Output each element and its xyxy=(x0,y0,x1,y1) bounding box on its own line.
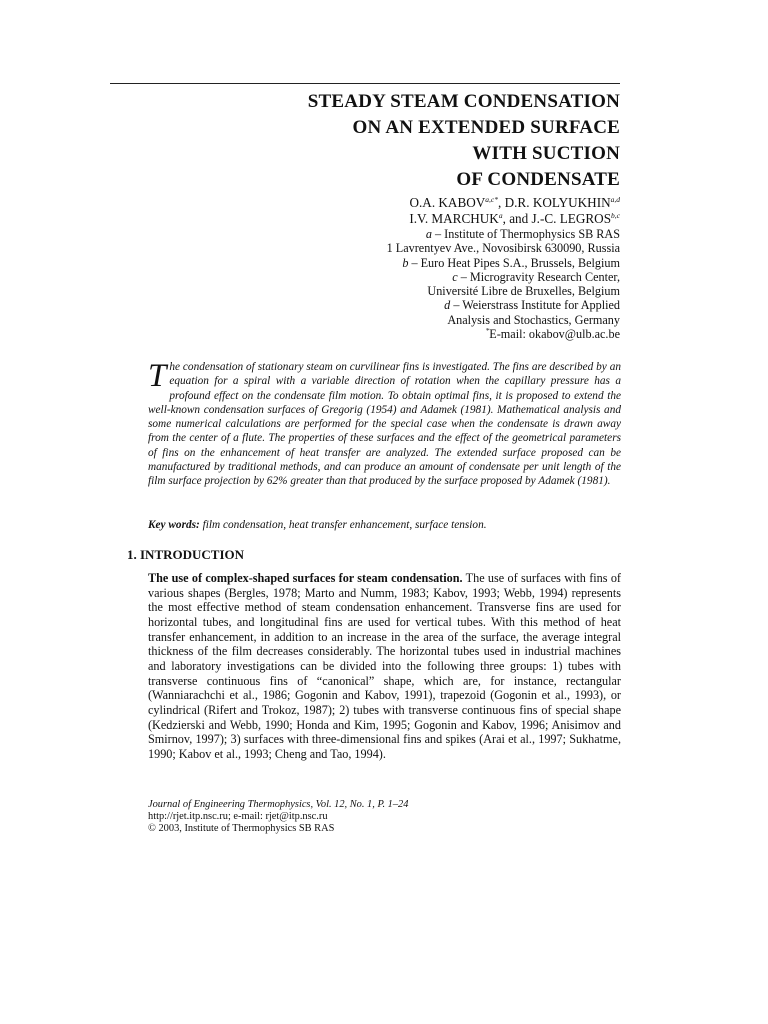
author-name: , D.R. KOLYUKHIN xyxy=(498,195,611,210)
paper-title xyxy=(160,89,620,193)
affiliation-text: – Institute of Thermophysics SB RAS xyxy=(431,227,620,241)
abstract-dropcap: T xyxy=(148,358,167,394)
affiliation-text: – Euro Heat Pipes S.A., Brussels, Belgium xyxy=(408,255,620,270)
header-rule xyxy=(110,83,620,84)
intro-paragraph xyxy=(148,571,621,762)
affiliation-d-cont: Analysis and Stochastics, Germany xyxy=(447,312,620,327)
author-affiliation-mark: a,d xyxy=(610,195,620,204)
affiliation-c-cont: Université Libre de Bruxelles, Belgium xyxy=(427,284,620,299)
title-line: OF CONDENSATE xyxy=(456,169,620,190)
author-line-1 xyxy=(220,195,620,211)
abstract-text: he condensation of stationary steam on curvilinear fins is investigated. The fins are described by an equation for a spiral with a variable direction of rotation when the capillary pressure has a profound effect on the condensate film motion. To obtain optimal fins, it is proposed to extend the well-known condensation surfaces of Gregorig (1954) and Adamek (1981). Mathematical analysis and some numerical calculations are performed for the special case when the condensate is drawn away from the center of a flute. The properties of these surfaces and the effect of the geometrical parameters of fins on the enhancement of heat transfer are analyzed. The extended surface proposed can be manufactured by traditional methods, and can produce an amount of condensate per unit length of the film surface projection by 62% greater than that produced by the surface proposed by Adamek (1981). xyxy=(148,361,621,488)
keywords-label: Key words: xyxy=(148,519,200,531)
affiliation-d xyxy=(220,298,620,312)
title-line: ON AN EXTENDED SURFACE xyxy=(352,117,620,138)
affiliation-key: b xyxy=(402,255,409,270)
intro-lead: The use of complex-shaped surfaces for steam condensation. xyxy=(148,571,463,585)
author-name: O.A. KABOV xyxy=(409,195,486,210)
author-affiliation-mark: a xyxy=(498,211,503,220)
author-block xyxy=(220,195,620,341)
journal-citation: Journal of Engineering Thermophysics, Vol. 12, No. 1, P. 1–24 xyxy=(148,799,409,810)
affiliation-c xyxy=(220,270,620,284)
keywords xyxy=(148,518,621,532)
author-affiliation-mark: a,c* xyxy=(485,195,499,204)
affiliation-a xyxy=(220,227,620,241)
journal-copyright: © 2003, Institute of Thermophysics SB RAS xyxy=(148,823,335,835)
author-name: , and J.-C. LEGROS xyxy=(502,211,612,226)
affiliation-b xyxy=(220,256,620,270)
affiliation-key: d xyxy=(444,298,451,313)
keywords-text: film condensation, heat transfer enhancement, surface tension. xyxy=(199,519,487,531)
affiliation-a-address: 1 Lavrentyev Ave., Novosibirsk 630090, Russia xyxy=(386,241,620,256)
affiliation-key: c xyxy=(452,269,458,284)
section-heading: 1. INTRODUCTION xyxy=(127,547,245,562)
journal-footer xyxy=(148,799,568,836)
abstract xyxy=(148,360,621,489)
affiliation-text: – Weierstrass Institute for Applied xyxy=(450,298,620,313)
corresponding-email xyxy=(220,327,620,341)
email-mark: * xyxy=(485,326,490,336)
affiliation-text: – Microgravity Research Center, xyxy=(457,269,620,284)
email-text: E-mail: okabov@ulb.ac.be xyxy=(489,327,620,342)
journal-web: http://rjet.itp.nsc.ru; e-mail: rjet@itp.nsc.ru xyxy=(148,811,328,823)
author-affiliation-mark: b,c xyxy=(611,211,620,220)
title-line: WITH SUCTION xyxy=(472,143,620,164)
author-line-2 xyxy=(220,211,620,227)
affiliation-key: a xyxy=(425,227,432,241)
title-line: STEADY STEAM CONDENSATION xyxy=(307,91,620,112)
author-name: I.V. MARCHUK xyxy=(409,211,499,226)
intro-text: The use of surfaces with fins of various shapes (Bergles, 1978; Marto and Numm, 1983; Kabov, 1993; Webb, 1994) represents the most effective method of steam condensation enhancement. Transverse fins are used for horizontal tubes, and longitudinal fins are used for vertical tubes. With this method of heat transfer enhancement, in addition to an increase in the area of the surface, the average integral thickness of the film decreases considerably. The horizontal tubes used in industrial machines and laboratory investigations can be divided into the following three groups: 1) tubes with transverse continuous fins of “canonical” shape, which are, for instance, rectangular (Wanniarachchi et al., 1986; Gogonin and Kabov, 1991), trapezoid (Gogonin et al., 1993), or cylindrical (Rifert and Trokoz, 1987); 2) tubes with transverse continuous fins of special shape (Kedzierski and Webb, 1990; Honda and Kim, 1995; Gogonin and Kabov, 1996; Anisimov and Smirnov, 1997); 3) surfaces with three-dimensional fins and spikes (Arai et al., 1997; Sukhatme, 1990; Kabov et al., 1993; Cheng and Tao, 1994). xyxy=(148,571,621,761)
